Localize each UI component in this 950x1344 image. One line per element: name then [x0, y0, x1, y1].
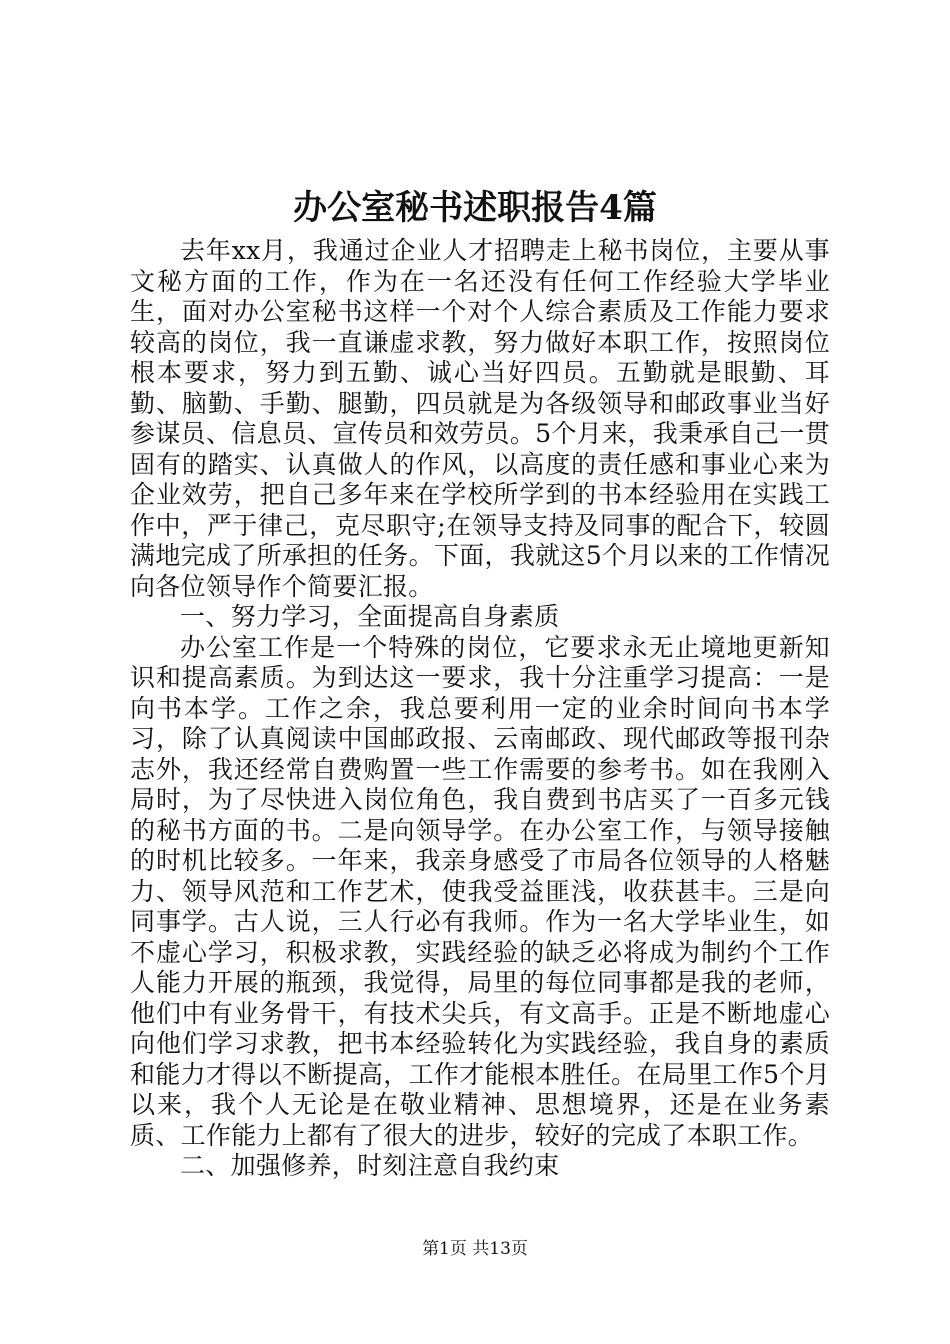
document-body — [130, 236, 830, 1182]
section-heading-1: 一、努力学习，全面提高自身素质 — [180, 602, 560, 631]
section-heading-2: 二、加强修养，时刻注意自我约束 — [180, 1151, 560, 1180]
document-title: 办公室秘书述职报告4篇 — [293, 188, 657, 228]
page-footer: 第1页 共13页 — [422, 1239, 528, 1259]
paragraph-section-1: 办公室工作是一个特殊的岗位，它要求永无止境地更新知识和提高素质。为到达这一要求，我十分注重学习提高：一是向书本学。工作之余，我总要利用一定的业余时间向书本学习，除了认真阅读中国邮政报、云南邮政、现代邮政等报刊杂志外，我还经常自费购置一些工作需要的参考书。如在我刚入局时，为了尽快进入岗位角色，我自费到书店买了一百多元钱的秘书方面的书。二是向领导学。在办公室工作，与领导接触的时机比较多。一年来，我亲身感受了市局各位领导的人格魅力、领导风范和工作艺术，使我受益匪浅，收获甚丰。三是向同事学。古人说，三人行必有我师。作为一名大学毕业生，如不虚心学习，积极求教，实践经验的缺乏必将成为制约个工作人能力开展的瓶颈，我觉得，局里的每位同事都是我的老师，他们中有业务骨干，有技术尖兵，有文高手。正是不断地虚心向他们学习求教，把书本经验转化为实践经验，我自身的素质和能力才得以不断提高，工作才能根本胜任。在局里工作5个月以来，我个人无论是在敬业精神、思想境界，还是在业务素质、工作能力上都有了很大的进步，较好的完成了本职工作。 — [130, 632, 830, 1150]
paragraph-intro: 去年xx月，我通过企业人才招聘走上秘书岗位，主要从事文秘方面的工作，作为在一名还没有任何工作经验大学毕业生，面对办公室秘书这样一个对个人综合素质及工作能力要求较高的岗位，我一直谦虚求教，努力做好本职工作，按照岗位根本要求，努力到五勤、诚心当好四员。五勤就是眼勤、耳勤、脑勤、手勤、腿勤，四员就是为各级领导和邮政事业当好参谋员、信息员、宣传员和效劳员。5个月来，我秉承自己一贯固有的踏实、认真做人的作风，以高度的责任感和事业心来为企业效劳，把自己多年来在学校所学到的书本经验用在实践工作中，严于律己，克尽职守;在领导支持及同事的配合下，较圆满地完成了所承担的任务。下面，我就这5个月以来的工作情况向各位领导作个简要汇报。 — [130, 236, 830, 601]
